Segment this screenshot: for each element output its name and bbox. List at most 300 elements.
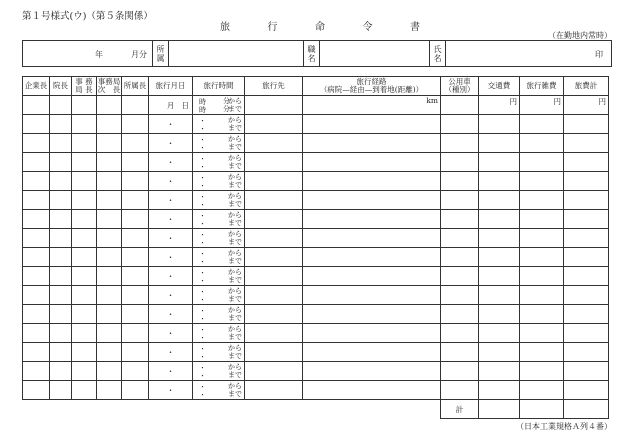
entry-cell[interactable] <box>441 229 479 248</box>
time-label: から <box>228 344 242 352</box>
entry-cell[interactable] <box>520 191 564 210</box>
entry-cell[interactable] <box>50 248 72 267</box>
entry-cell[interactable] <box>245 210 303 229</box>
date-separator: ・ <box>166 328 175 338</box>
yen-unit: 円 <box>479 96 520 115</box>
time-label: ・ <box>199 277 206 285</box>
time-label: から <box>228 268 242 276</box>
name-field[interactable] <box>446 41 611 66</box>
entry-cell[interactable] <box>97 343 122 362</box>
table-row <box>23 286 609 305</box>
entry-cell[interactable] <box>23 343 50 362</box>
entry-cell[interactable] <box>122 362 149 381</box>
entry-cell[interactable] <box>441 191 479 210</box>
entry-cell[interactable] <box>520 229 564 248</box>
date-separator: ・ <box>166 366 175 376</box>
entry-cell[interactable] <box>441 362 479 381</box>
time-label: まで <box>228 124 242 132</box>
date-cell[interactable] <box>149 115 193 134</box>
entry-cell[interactable] <box>72 343 97 362</box>
time-label: ・ <box>199 383 206 391</box>
date-cell[interactable] <box>149 153 193 172</box>
entry-cell[interactable] <box>441 286 479 305</box>
km-unit: km <box>303 96 441 115</box>
entry-cell[interactable] <box>564 229 609 248</box>
entry-cell[interactable] <box>245 248 303 267</box>
entry-cell[interactable] <box>23 210 50 229</box>
entry-cell[interactable] <box>520 172 564 191</box>
entry-cell[interactable] <box>72 191 97 210</box>
entry-cell[interactable] <box>303 343 441 362</box>
table-row <box>23 381 609 400</box>
entry-cell[interactable] <box>50 153 72 172</box>
entry-cell[interactable] <box>72 210 97 229</box>
entry-cell[interactable] <box>520 267 564 286</box>
table-row <box>23 324 609 343</box>
entry-cell[interactable] <box>564 172 609 191</box>
time-label: ・ <box>199 250 206 258</box>
date-cell[interactable] <box>149 210 193 229</box>
entry-cell[interactable] <box>441 305 479 324</box>
entry-cell[interactable] <box>50 134 72 153</box>
time-cell[interactable] <box>193 343 245 362</box>
entry-cell[interactable] <box>245 115 303 134</box>
time-label: から <box>228 211 242 219</box>
entry-cell[interactable] <box>97 305 122 324</box>
table-row <box>23 115 609 134</box>
entry-cell[interactable] <box>97 229 122 248</box>
entry-cell[interactable] <box>122 267 149 286</box>
table-row <box>23 191 609 210</box>
time-label: ・ <box>199 220 206 228</box>
col-vehicle: 公用車 （種別） <box>441 77 479 96</box>
entry-cell[interactable] <box>97 172 122 191</box>
time-label: ・ <box>199 144 206 152</box>
time-cell[interactable] <box>193 248 245 267</box>
col-travel-time: 旅行時間 <box>193 77 245 96</box>
year-label: 年 <box>95 50 103 59</box>
entry-cell[interactable] <box>303 324 441 343</box>
entry-cell[interactable] <box>23 248 50 267</box>
table-row <box>23 343 609 362</box>
time-label: まで <box>228 219 242 227</box>
position-field[interactable] <box>320 41 430 66</box>
entry-cell[interactable] <box>564 343 609 362</box>
document-title <box>220 18 420 33</box>
year-month-field[interactable] <box>23 41 153 66</box>
entry-cell[interactable] <box>122 134 149 153</box>
entry-cell[interactable] <box>97 381 122 400</box>
col-transport: 交通費 <box>479 77 520 96</box>
col-admin-head: 事 務 局 長 <box>72 77 97 96</box>
date-cell[interactable] <box>149 267 193 286</box>
entry-cell[interactable] <box>97 115 122 134</box>
entry-cell[interactable] <box>564 381 609 400</box>
entry-cell[interactable] <box>245 153 303 172</box>
entry-cell[interactable] <box>122 324 149 343</box>
entry-cell[interactable] <box>441 324 479 343</box>
time-label: まで <box>228 162 242 170</box>
entry-cell[interactable] <box>520 324 564 343</box>
date-separator: ・ <box>166 271 175 281</box>
date-cell[interactable] <box>149 172 193 191</box>
time-cell[interactable] <box>193 362 245 381</box>
date-cell[interactable] <box>149 305 193 324</box>
time-label: ・ <box>199 326 206 334</box>
entry-cell[interactable] <box>72 286 97 305</box>
time-label: ・ <box>199 201 206 209</box>
col-director: 院長 <box>50 77 72 96</box>
time-label: ・ <box>199 296 206 304</box>
table-row <box>23 305 609 324</box>
yen-unit: 円 <box>564 96 609 115</box>
entry-cell[interactable] <box>303 286 441 305</box>
entry-cell[interactable] <box>72 362 97 381</box>
entry-cell[interactable] <box>122 115 149 134</box>
entry-cell[interactable] <box>122 172 149 191</box>
entry-cell[interactable] <box>441 248 479 267</box>
entry-cell[interactable] <box>23 229 50 248</box>
entry-cell[interactable] <box>122 229 149 248</box>
time-label: まで <box>228 333 242 341</box>
entry-cell[interactable] <box>520 305 564 324</box>
yen-unit: 円 <box>520 96 564 115</box>
entry-cell[interactable] <box>50 267 72 286</box>
entry-cell[interactable] <box>441 343 479 362</box>
entry-cell[interactable] <box>122 381 149 400</box>
entry-cell[interactable] <box>303 115 441 134</box>
entry-cell[interactable] <box>23 134 50 153</box>
entry-cell[interactable] <box>50 343 72 362</box>
applicant-header <box>22 40 612 67</box>
travel-table <box>22 76 609 419</box>
date-cell[interactable] <box>149 191 193 210</box>
date-separator: ・ <box>166 290 175 300</box>
entry-cell[interactable] <box>520 343 564 362</box>
time-label: ・ <box>199 391 206 399</box>
time-label: から <box>228 173 242 181</box>
entry-cell[interactable] <box>479 210 520 229</box>
col-total: 旅費計 <box>564 77 609 96</box>
time-label: ・ <box>199 125 206 133</box>
entry-cell[interactable] <box>441 172 479 191</box>
entry-cell[interactable] <box>23 172 50 191</box>
entry-cell[interactable] <box>441 267 479 286</box>
entry-cell[interactable] <box>564 286 609 305</box>
entry-cell[interactable] <box>97 191 122 210</box>
entry-cell[interactable] <box>245 286 303 305</box>
title-char: 行 <box>267 22 278 33</box>
entry-cell[interactable] <box>303 191 441 210</box>
table-row <box>23 362 609 381</box>
entry-cell[interactable] <box>72 172 97 191</box>
time-cell[interactable] <box>193 153 245 172</box>
date-cell[interactable] <box>149 343 193 362</box>
entry-cell[interactable] <box>245 362 303 381</box>
title-char: 書 <box>410 22 420 33</box>
entry-cell[interactable] <box>564 115 609 134</box>
entry-cell[interactable] <box>441 210 479 229</box>
entry-cell[interactable] <box>245 172 303 191</box>
entry-cell[interactable] <box>303 172 441 191</box>
entry-cell[interactable] <box>564 134 609 153</box>
entry-cell[interactable] <box>564 362 609 381</box>
entry-cell[interactable] <box>72 248 97 267</box>
entry-cell[interactable] <box>50 115 72 134</box>
entry-cell[interactable] <box>97 286 122 305</box>
entry-cell[interactable] <box>479 362 520 381</box>
entry-cell[interactable] <box>520 153 564 172</box>
entry-cell[interactable] <box>479 381 520 400</box>
entry-cell[interactable] <box>564 153 609 172</box>
title-char: 旅 <box>220 22 230 33</box>
entry-cell[interactable] <box>520 134 564 153</box>
time-cell[interactable] <box>193 210 245 229</box>
entry-cell[interactable] <box>520 286 564 305</box>
time-label: ・ <box>199 315 206 323</box>
entry-cell[interactable] <box>564 191 609 210</box>
time-label: ・ <box>199 334 206 342</box>
entry-cell[interactable] <box>303 305 441 324</box>
entry-cell[interactable] <box>479 267 520 286</box>
entry-cell[interactable] <box>441 134 479 153</box>
entry-cell[interactable] <box>72 134 97 153</box>
entry-cell[interactable] <box>245 229 303 248</box>
time-label: ・ <box>199 193 206 201</box>
entry-cell[interactable] <box>245 191 303 210</box>
time-label: ・ <box>199 174 206 182</box>
entry-cell[interactable] <box>97 210 122 229</box>
time-cell[interactable] <box>193 286 245 305</box>
col-admin-deputy: 事務局 次 長 <box>97 77 121 94</box>
entry-cell[interactable] <box>50 305 72 324</box>
entry-cell[interactable] <box>479 115 520 134</box>
entry-cell[interactable] <box>479 191 520 210</box>
time-cell[interactable] <box>193 267 245 286</box>
date-cell[interactable] <box>149 286 193 305</box>
entry-cell[interactable] <box>72 153 97 172</box>
time-label: ・ <box>199 345 206 353</box>
entry-cell[interactable] <box>72 115 97 134</box>
standard-note: （日本工業規格Ａ列４番） <box>516 422 612 431</box>
entry-cell[interactable] <box>97 134 122 153</box>
time-label: ・ <box>199 163 206 171</box>
entry-cell[interactable] <box>122 248 149 267</box>
entry-cell[interactable] <box>97 267 122 286</box>
time-label: まで <box>228 314 242 322</box>
form-id: 第１号様式(ウ)（第５条関係） <box>22 11 153 22</box>
entry-cell[interactable] <box>50 172 72 191</box>
entry-cell[interactable] <box>23 191 50 210</box>
col-travel-date: 旅行月日 <box>149 77 193 96</box>
entry-cell[interactable] <box>479 324 520 343</box>
entry-cell[interactable] <box>50 191 72 210</box>
entry-cell[interactable] <box>50 210 72 229</box>
date-separator: ・ <box>166 176 175 186</box>
entry-cell[interactable] <box>479 229 520 248</box>
entry-cell[interactable] <box>303 362 441 381</box>
entry-cell[interactable] <box>441 153 479 172</box>
entry-cell[interactable] <box>441 381 479 400</box>
time-label: まで <box>228 371 242 379</box>
entry-cell[interactable] <box>520 362 564 381</box>
date-cell[interactable] <box>149 229 193 248</box>
entry-cell[interactable] <box>303 267 441 286</box>
time-cell[interactable] <box>193 229 245 248</box>
time-label: ・ <box>199 372 206 380</box>
entry-cell[interactable] <box>303 381 441 400</box>
title-char: 令 <box>362 22 373 33</box>
entry-cell[interactable] <box>520 381 564 400</box>
time-label: から <box>228 192 242 200</box>
date-cell[interactable] <box>149 324 193 343</box>
entry-cell[interactable] <box>245 134 303 153</box>
date-cell[interactable] <box>149 381 193 400</box>
table-row <box>23 229 609 248</box>
time-label: から <box>228 306 242 314</box>
time-label: まで <box>228 276 242 284</box>
entry-cell[interactable] <box>122 343 149 362</box>
affiliation-field[interactable] <box>169 41 304 66</box>
entry-cell[interactable] <box>520 115 564 134</box>
entry-cell[interactable] <box>520 248 564 267</box>
time-label: から <box>228 116 242 124</box>
entry-cell[interactable] <box>97 248 122 267</box>
entry-cell[interactable] <box>50 381 72 400</box>
affiliation-label: 所 属 <box>153 41 169 66</box>
time-label: まで <box>228 295 242 303</box>
entry-cell[interactable] <box>564 210 609 229</box>
entry-cell[interactable] <box>479 172 520 191</box>
entry-cell[interactable] <box>479 305 520 324</box>
total-cell[interactable] <box>520 400 564 419</box>
date-unit-cell: 月 日 <box>149 96 193 115</box>
time-cell[interactable] <box>193 381 245 400</box>
time-unit-cell: 時 分 から 時 分 まで <box>193 96 245 115</box>
total-cell[interactable] <box>564 400 609 419</box>
entry-cell[interactable] <box>50 362 72 381</box>
col-route: 旅行経路 （病院—経由—到着地(距離)） <box>303 77 441 96</box>
entry-cell[interactable] <box>23 381 50 400</box>
position-label: 職 名 <box>304 41 320 66</box>
time-label: ・ <box>199 364 206 372</box>
entry-cell[interactable] <box>479 286 520 305</box>
entry-cell[interactable] <box>441 115 479 134</box>
entry-cell[interactable] <box>50 324 72 343</box>
entry-cell[interactable] <box>245 324 303 343</box>
entry-cell[interactable] <box>122 191 149 210</box>
entry-cell[interactable] <box>72 229 97 248</box>
entry-cell[interactable] <box>303 248 441 267</box>
time-label: ・ <box>199 182 206 190</box>
date-cell[interactable] <box>149 248 193 267</box>
entry-cell[interactable] <box>72 324 97 343</box>
title-char: 命 <box>315 22 325 33</box>
time-label: まで <box>228 352 242 360</box>
entry-cell[interactable] <box>564 305 609 324</box>
date-separator: ・ <box>166 233 175 243</box>
entry-cell[interactable] <box>564 324 609 343</box>
time-label: ・ <box>199 269 206 277</box>
time-label: から <box>228 135 242 143</box>
entry-cell[interactable] <box>479 248 520 267</box>
date-separator: ・ <box>166 252 175 262</box>
subheader-row <box>23 96 609 115</box>
entry-cell[interactable] <box>479 343 520 362</box>
entry-cell[interactable] <box>122 210 149 229</box>
entry-cell[interactable] <box>50 229 72 248</box>
entry-cell[interactable] <box>97 153 122 172</box>
col-destination: 旅行先 <box>245 77 303 96</box>
entry-cell[interactable] <box>122 305 149 324</box>
time-label: まで <box>228 181 242 189</box>
entry-cell[interactable] <box>50 286 72 305</box>
table-row <box>23 248 609 267</box>
entry-cell[interactable] <box>303 134 441 153</box>
total-cell[interactable] <box>479 400 520 419</box>
entry-cell[interactable] <box>479 134 520 153</box>
time-label: ・ <box>199 155 206 163</box>
entry-cell[interactable] <box>303 210 441 229</box>
entry-cell[interactable] <box>479 153 520 172</box>
name-label: 氏 名 <box>430 41 446 66</box>
time-cell[interactable] <box>193 115 245 134</box>
date-cell[interactable] <box>149 134 193 153</box>
time-label: ・ <box>199 353 206 361</box>
entry-cell[interactable] <box>564 267 609 286</box>
entry-cell[interactable] <box>520 210 564 229</box>
time-label: から <box>228 154 242 162</box>
time-cell[interactable] <box>193 305 245 324</box>
entry-cell[interactable] <box>245 343 303 362</box>
entry-cell[interactable] <box>97 324 122 343</box>
entry-cell[interactable] <box>564 248 609 267</box>
entry-cell[interactable] <box>72 305 97 324</box>
entry-cell[interactable] <box>23 286 50 305</box>
table-row <box>23 172 609 191</box>
entry-cell[interactable] <box>23 267 50 286</box>
entry-cell[interactable] <box>23 153 50 172</box>
entry-cell[interactable] <box>245 267 303 286</box>
entry-cell[interactable] <box>122 286 149 305</box>
time-label: から <box>228 230 242 238</box>
entry-cell[interactable] <box>97 362 122 381</box>
time-cell[interactable] <box>193 324 245 343</box>
entry-cell[interactable] <box>122 153 149 172</box>
entry-cell[interactable] <box>303 229 441 248</box>
time-label: から <box>228 363 242 371</box>
total-label: 計 <box>441 400 479 419</box>
table-row <box>23 134 609 153</box>
date-cell[interactable] <box>149 362 193 381</box>
entry-cell[interactable] <box>23 362 50 381</box>
col-ceo: 企業長 <box>23 77 50 96</box>
entry-cell[interactable] <box>245 305 303 324</box>
date-separator: ・ <box>166 214 175 224</box>
col-dept-head: 所属長 <box>122 77 149 96</box>
time-label: まで <box>228 143 242 151</box>
entry-cell[interactable] <box>23 115 50 134</box>
entry-cell[interactable] <box>303 153 441 172</box>
entry-cell[interactable] <box>245 381 303 400</box>
time-cell[interactable] <box>193 172 245 191</box>
time-cell[interactable] <box>193 134 245 153</box>
time-cell[interactable] <box>193 191 245 210</box>
entry-cell[interactable] <box>23 305 50 324</box>
entry-cell[interactable] <box>72 267 97 286</box>
entry-cell[interactable] <box>72 381 97 400</box>
entry-cell[interactable] <box>23 324 50 343</box>
